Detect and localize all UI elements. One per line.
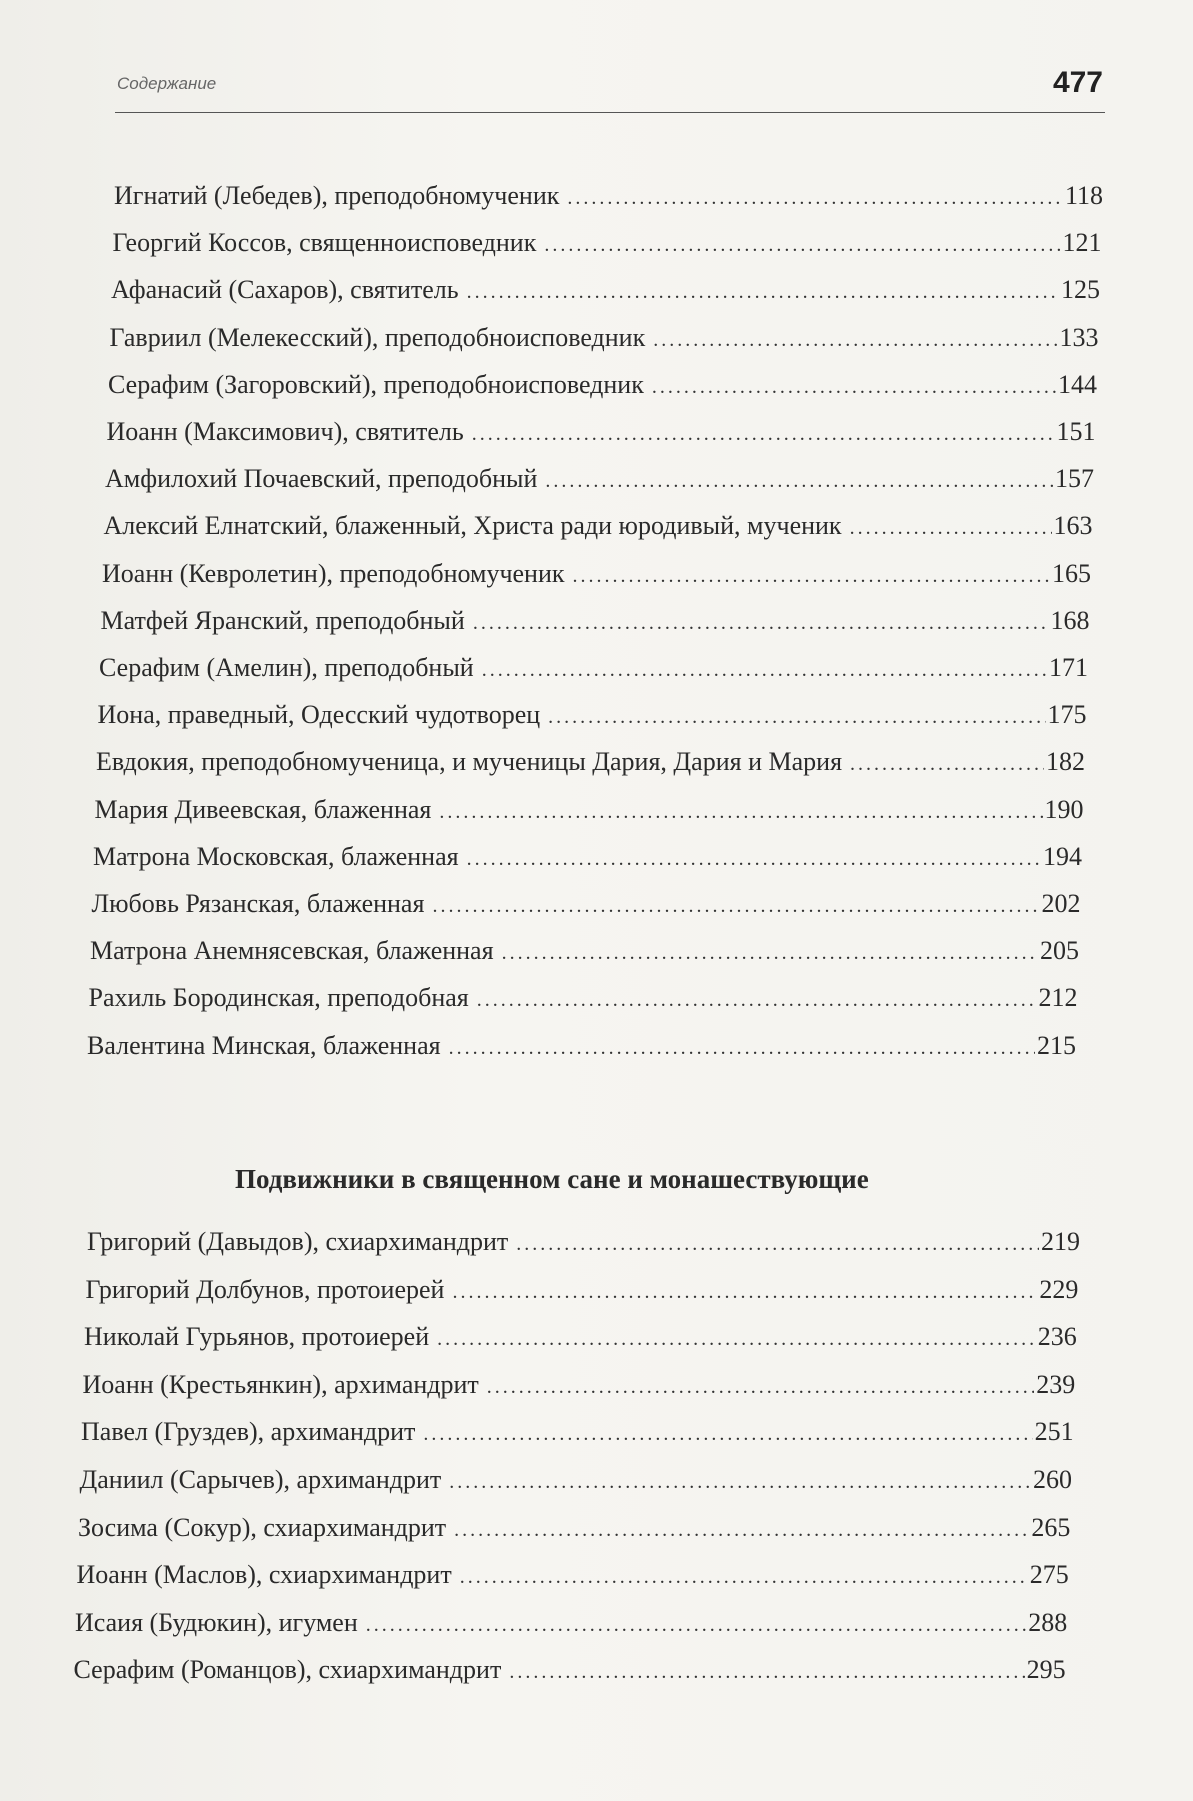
dot-leader bbox=[509, 1656, 1024, 1688]
section-heading: Подвижники в священном сане и монашествующие bbox=[235, 1164, 869, 1194]
dot-leader bbox=[460, 1561, 1028, 1593]
dot-leader bbox=[473, 607, 1049, 639]
toc-entry-title: Григорий (Давыдов), схиархимандрит bbox=[87, 1227, 509, 1256]
toc-entry bbox=[75, 1607, 1067, 1641]
toc-entry-title: Павел (Груздев), архимандрит bbox=[81, 1417, 416, 1447]
toc-entry-title: Серафим (Романцов), схиархимандрит bbox=[73, 1655, 502, 1685]
toc-entry-title: Алексий Елнатский, блаженный, Христа ради юродивый, мученик bbox=[103, 511, 842, 541]
dot-leader bbox=[652, 371, 1056, 403]
dot-leader bbox=[477, 984, 1037, 1016]
toc-entry-page-number: 202 bbox=[1041, 889, 1081, 918]
toc-entry bbox=[114, 180, 1103, 214]
toc-entry-page-number: 275 bbox=[1029, 1560, 1069, 1590]
toc-entry-page-number: 215 bbox=[1037, 1030, 1076, 1060]
toc-entry-title: Евдокия, преподобномученица, и мученицы Дария, Дария и Мария bbox=[96, 747, 843, 777]
toc-entry bbox=[98, 699, 1087, 733]
toc-entry-page-number: 194 bbox=[1043, 841, 1082, 871]
dot-leader bbox=[850, 748, 1044, 780]
toc-entry-page-number: 260 bbox=[1033, 1465, 1072, 1494]
dot-leader bbox=[487, 1371, 1034, 1403]
toc-entry-title: Матрона Анемнясевская, блаженная bbox=[90, 936, 494, 966]
dot-leader bbox=[449, 1032, 1035, 1064]
toc-entry bbox=[74, 1654, 1066, 1688]
toc-entry bbox=[95, 794, 1084, 828]
toc-entry-title: Иоанн (Кевролетин), преподобномученик bbox=[102, 558, 565, 588]
toc-entry-page-number: 265 bbox=[1031, 1512, 1071, 1542]
toc-entry-title: Исаия (Будюкин), игумен bbox=[75, 1607, 358, 1637]
dot-leader bbox=[548, 701, 1045, 733]
toc-entry-title: Валентина Минская, блаженная bbox=[87, 1030, 441, 1060]
toc-entry-title: Георгий Коссов, священноисповедник bbox=[112, 228, 537, 258]
toc-entry-page-number: 125 bbox=[1061, 275, 1100, 305]
toc-entry bbox=[77, 1559, 1069, 1593]
toc-entry bbox=[81, 1416, 1074, 1450]
dot-leader bbox=[366, 1609, 1026, 1641]
toc-entry bbox=[90, 935, 1079, 969]
toc-entry-title: Игнатий (Лебедев), преподобномученик bbox=[114, 181, 560, 210]
dot-leader bbox=[567, 182, 1063, 214]
toc-entry-page-number: 121 bbox=[1062, 228, 1102, 258]
dot-leader bbox=[653, 324, 1057, 356]
dot-leader bbox=[449, 1466, 1031, 1498]
toc-entry-page-number: 171 bbox=[1049, 653, 1088, 682]
toc-entry-page-number: 144 bbox=[1058, 369, 1097, 399]
toc-entry-page-number: 251 bbox=[1034, 1417, 1074, 1447]
toc-entry-page-number: 182 bbox=[1046, 747, 1085, 777]
toc-entry bbox=[93, 841, 1082, 875]
toc-entry-title: Рахиль Бородинская, преподобная bbox=[88, 983, 469, 1013]
toc-entry bbox=[78, 1512, 1070, 1546]
toc-entry-page-number: 175 bbox=[1047, 700, 1087, 730]
dot-leader bbox=[432, 890, 1039, 922]
toc-entry-title: Николай Гурьянов, протоиерей bbox=[84, 1322, 430, 1352]
toc-entry-title: Серафим (Амелин), преподобный bbox=[99, 653, 474, 682]
toc-entry-title: Афанасий (Сахаров), святитель bbox=[111, 275, 459, 305]
toc-entry-page-number: 288 bbox=[1028, 1607, 1068, 1637]
toc-entry-page-number: 190 bbox=[1044, 794, 1084, 824]
dot-leader bbox=[452, 1276, 1037, 1308]
dot-leader bbox=[437, 1323, 1036, 1355]
toc-entry-title: Любовь Рязанская, блаженная bbox=[91, 889, 425, 918]
toc-entry-title: Иоанн (Крестьянкин), архимандрит bbox=[82, 1369, 479, 1399]
toc-entry-title: Иоанн (Маслов), схиархимандрит bbox=[76, 1560, 452, 1590]
toc-entry-page-number: 236 bbox=[1037, 1322, 1077, 1352]
toc-entry bbox=[105, 463, 1094, 497]
toc-entry-page-number: 165 bbox=[1052, 558, 1091, 588]
dot-leader bbox=[454, 1514, 1029, 1546]
toc-entry-page-number: 205 bbox=[1040, 936, 1079, 966]
toc-entry-page-number: 168 bbox=[1050, 605, 1090, 635]
toc-entry-page-number: 229 bbox=[1039, 1274, 1079, 1304]
dot-leader bbox=[573, 560, 1050, 592]
toc-entry bbox=[107, 416, 1096, 450]
toc-entry-title: Мария Дивеевская, блаженная bbox=[94, 794, 432, 824]
dot-leader bbox=[423, 1418, 1032, 1450]
toc-entry bbox=[80, 1464, 1073, 1498]
dot-leader bbox=[467, 843, 1041, 875]
toc-entry-title: Гавриил (Мелекесский), преподобноисповедник bbox=[109, 322, 646, 352]
toc-entry bbox=[84, 1321, 1077, 1355]
toc-entry-page-number: 239 bbox=[1036, 1369, 1076, 1399]
toc-entry-page-number: 151 bbox=[1056, 417, 1096, 446]
page-number: 477 bbox=[1052, 66, 1103, 99]
toc-entry bbox=[96, 746, 1085, 780]
toc-entry bbox=[86, 1274, 1079, 1308]
toc-entry-title: Зосима (Сокур), схиархимандрит bbox=[78, 1512, 447, 1542]
toc-entry bbox=[108, 369, 1097, 403]
toc-entry-title: Амфилохий Почаевский, преподобный bbox=[105, 464, 538, 494]
toc-entry-page-number: 118 bbox=[1064, 181, 1103, 210]
toc-entry bbox=[102, 558, 1091, 592]
dot-leader bbox=[482, 654, 1047, 686]
dot-leader bbox=[545, 465, 1053, 497]
toc-entry bbox=[92, 888, 1081, 922]
toc-entry bbox=[89, 982, 1078, 1016]
toc-entry-title: Серафим (Загоровский), преподобноисповедник bbox=[108, 369, 644, 399]
toc-entry-page-number: 163 bbox=[1053, 511, 1093, 541]
toc-entry-title: Григорий Долбунов, протоиерей bbox=[85, 1274, 445, 1304]
toc-entry-page-number: 157 bbox=[1055, 464, 1094, 494]
toc-entry-title: Даниил (Сарычев), архимандрит bbox=[79, 1465, 442, 1494]
running-head-title: Содержание bbox=[117, 74, 217, 93]
dot-leader bbox=[472, 418, 1055, 450]
toc-entry bbox=[83, 1369, 1076, 1403]
toc-entry-title: Иона, праведный, Одесский чудотворец bbox=[97, 700, 541, 730]
dot-leader bbox=[439, 796, 1042, 828]
toc-entry bbox=[87, 1030, 1076, 1064]
dot-leader bbox=[516, 1228, 1039, 1260]
toc-entry bbox=[111, 274, 1100, 308]
dot-leader bbox=[850, 512, 1052, 544]
toc-entry-title: Матфей Яранский, преподобный bbox=[100, 605, 465, 635]
toc-entry-page-number: 212 bbox=[1038, 983, 1078, 1013]
toc-entry-title: Иоанн (Максимович), святитель bbox=[106, 417, 464, 446]
toc-entry-title: Матрона Московская, блаженная bbox=[93, 841, 459, 871]
toc-entry bbox=[104, 510, 1093, 544]
toc-entry-page-number: 133 bbox=[1059, 322, 1099, 352]
toc-entry bbox=[101, 605, 1090, 639]
toc-entry bbox=[87, 1226, 1080, 1260]
dot-leader bbox=[544, 229, 1060, 261]
dot-leader bbox=[502, 937, 1038, 969]
toc-entry-page-number: 295 bbox=[1026, 1655, 1066, 1685]
toc-entry bbox=[113, 227, 1102, 261]
toc-entry bbox=[110, 322, 1099, 356]
toc-entry-page-number: 219 bbox=[1041, 1227, 1080, 1256]
dot-leader bbox=[467, 276, 1059, 308]
toc-entry bbox=[99, 652, 1088, 686]
